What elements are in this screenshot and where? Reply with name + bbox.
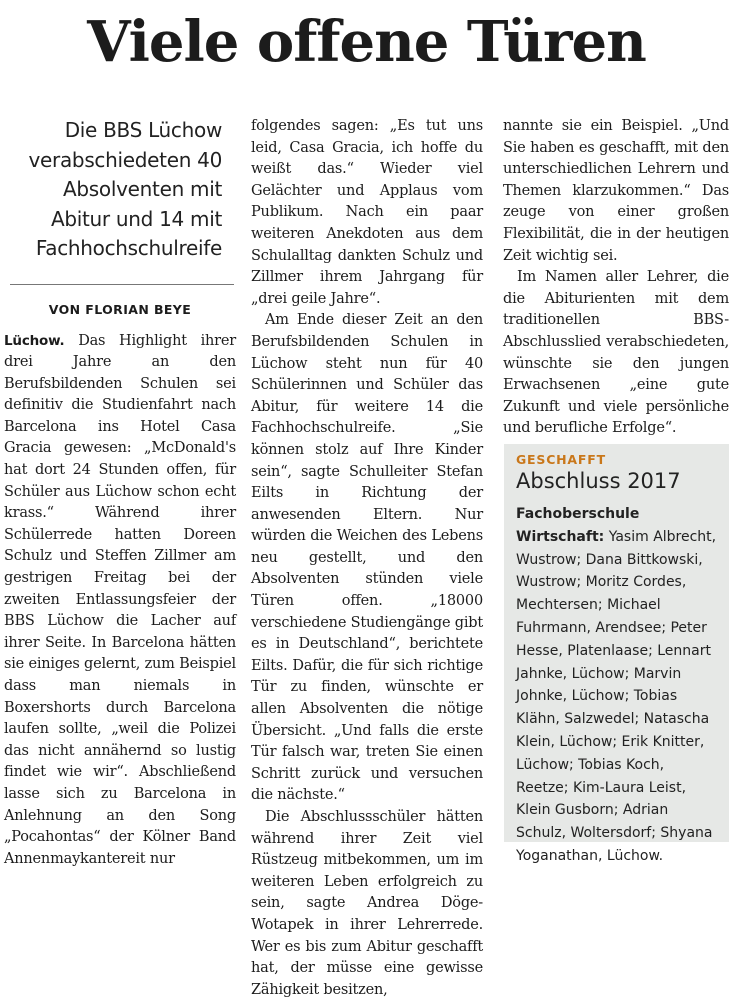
- paragraph: Am Ende dieser Zeit an den Berufsbildenden Schulen in Lüchow steht nun für 40 Schülerinnen und Schüler das Abitur, für weitere 14 die Fachhochschulreife. „Sie können stolz auf Ihre Kinder sein“, sagte Schulleiter Stefan Eilts in Richtung der anwesenden Eltern. Nur würden die Weichen des Lebens neu gestellt, und den Absolventen stünden viele Türen offen. „18000 verschiedene Studiengänge gibt es in Deutschland“, berichtete Eilts. Dafür, die für sich richtige Tür zu finden, wünschte er allen Absolventen die nötige Übersicht. „Und falls die erste Tür falsch war, treten Sie einen Schritt zurück und versuchen die nächste.“: [251, 312, 483, 804]
- paragraph: Die Abschlussschüler hätten während ihrer Zeit viel Rüstzeug mitbekommen, um im weiteren Leben erfolgreich zu sein, sagte Andrea Döge-Wotapek in ihrer Lehrerrede. Wer es bis zum Abitur geschafft hat, der müsse eine gewisse Zähigkeit besitzen,: [251, 809, 483, 998]
- info-box-label: Fachoberschule Wirtschaft:: [516, 506, 640, 545]
- subhead: Die BBS Lüchow verabschiedeten 40 Absolventen mit Abitur und 14 mit Fachhochschulreife: [28, 118, 222, 260]
- headline: Viele offene Türen: [87, 9, 646, 75]
- paragraph: nannte sie ein Beispiel. „Und Sie haben es geschafft, mit den unterschiedlichen Lehrern und Themen klarzukommen.“ Das zeuge von einer großen Flexibilität, die in der heutigen Zeit wichtig sei.: [503, 118, 729, 264]
- paragraph-intro: [4, 331, 236, 871]
- graduate-list: Yasim Albrecht, Wustrow; Dana Bittkowski, Wustrow; Moritz Cordes, Mechtersen; Michael Fuhrmann, Arendsee; Peter Hesse, Platenlaase; Lennart Jahnke, Lüchow; Marvin Johnke, Lüchow; Tobias Klähn, Salzwedel; Natascha Klein, Lüchow; Erik Knitter, Lüchow; Tobias Koch, Reetze; Kim-Laura Leist, Klein Gusborn; Adrian Schulz, Woltersdorf; Shyana Yoganathan, Lüchow.: [516, 528, 717, 864]
- dateline-place: Lüchow.: [4, 332, 65, 349]
- info-box-body: [516, 503, 717, 868]
- info-box-kicker: GESCHAFFT: [516, 452, 606, 467]
- column-1: [4, 116, 236, 870]
- column-3: [503, 116, 729, 440]
- info-box: [504, 444, 729, 864]
- divider: [10, 284, 234, 285]
- byline: VON FLORIAN BEYE: [48, 301, 192, 317]
- paragraph: folgendes sagen: „Es tut uns leid, Casa Gracia, ich hoffe du weißt das.“ Wieder viel Gelächter und Applaus vom Publikum. Nach ein paar weiteren Anekdoten aus dem Schulalltag dankten Schulz und Zillmer ihrem Jahrgang für „drei geile Jahre“.: [251, 118, 483, 307]
- column-2: [251, 116, 483, 1001]
- paragraph: Im Namen aller Lehrer, die die Abiturienten mit dem traditionellen BBS-Abschlusslied verabschiedeten, wünschte sie den jungen Erwachsenen „eine gute Zukunft und viele persönliche und berufliche Erfolge“.: [503, 269, 729, 437]
- info-box-title: Abschluss 2017: [516, 469, 681, 493]
- paragraph-intro-text: Das Highlight ihrer drei Jahre an den Berufsbildenden Schulen sei definitiv die Studienfahrt nach Barcelona ins Hotel Casa Gracia gewesen: „McDonald's hat dort 24 Stunden offen, für Schüler aus Lüchow schon echt krass.“ Während ihrer Schülerrede hatten Doreen Schulz und Steffen Zillmer am gestrigen Freitag bei der zweiten Entlassungsfeier der BBS Lüchow die Lacher auf ihrer Seite. In Barcelona hätten sie einiges gelernt, zum Beispiel dass man niemals in Boxershorts durch Barcelona laufen sollte, „weil die Polizei das nicht annähernd so lustig findet wie wir“. Abschließend lasse sich zu Barcelona in Anlehnung an den Song „Pocahontas“ der Kölner Band Annenmaykantereit nur: [4, 332, 236, 867]
